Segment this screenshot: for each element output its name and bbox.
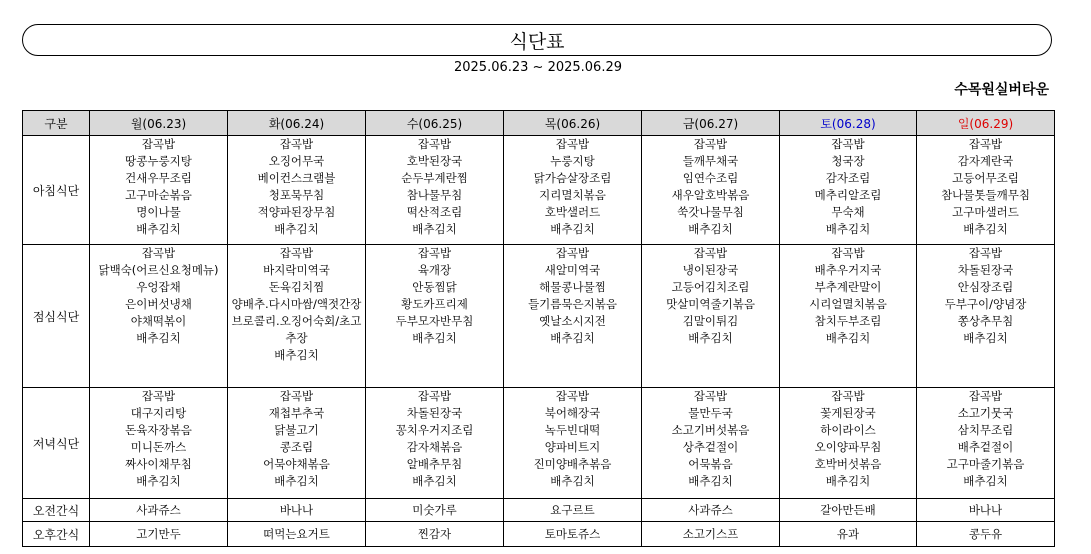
breakfast-row bbox=[23, 136, 1055, 245]
menu-item: 배추김치 bbox=[688, 474, 733, 488]
menu-item: 안동찜닭 bbox=[412, 280, 457, 294]
menu-item: 어묵야채볶음 bbox=[263, 457, 330, 471]
menu-cell bbox=[780, 388, 917, 499]
menu-item: 배추김치 bbox=[136, 222, 181, 236]
menu-item: 잡곡밥 bbox=[968, 389, 1003, 403]
menu-item: 꽁치우거지조림 bbox=[395, 423, 474, 437]
menu-item: 임연수조림 bbox=[682, 171, 739, 185]
menu-item: 배추김치 bbox=[136, 331, 181, 345]
corner-header: 구분 bbox=[23, 111, 90, 136]
menu-item: 소고기스프 bbox=[682, 526, 739, 541]
menu-item: 바지락미역국 bbox=[263, 263, 330, 277]
menu-cell bbox=[917, 245, 1055, 388]
menu-item: 물만두국 bbox=[688, 406, 733, 420]
menu-item: 배추김치 bbox=[412, 331, 457, 345]
menu-item: 재첩부추국 bbox=[268, 406, 325, 420]
menu-item: 배추김치 bbox=[825, 474, 871, 488]
menu-item: 사과쥬스 bbox=[136, 502, 181, 517]
menu-item: 짜사이채무침 bbox=[125, 457, 192, 471]
organization-name: 수목원실버타운 bbox=[954, 82, 1049, 98]
menu-item: 콩두유 bbox=[968, 526, 1003, 541]
menu-item: 배추김치 bbox=[274, 474, 319, 488]
menu-item: 배추김치 bbox=[550, 222, 595, 236]
menu-item: 꽃게된장국 bbox=[820, 406, 876, 420]
menu-item: 김말이튀김 bbox=[682, 314, 739, 328]
menu-item: 대구지리탕 bbox=[130, 406, 187, 420]
menu-item: 잡곡밥 bbox=[831, 389, 865, 403]
menu-item: 감자채볶음 bbox=[406, 440, 463, 454]
menu-cell bbox=[780, 522, 917, 547]
menu-item: 잡곡밥 bbox=[417, 246, 452, 260]
menu-item: 배추김치 bbox=[825, 331, 871, 345]
menu-cell bbox=[366, 136, 504, 245]
menu-item: 배추김치 bbox=[688, 331, 733, 345]
menu-cell bbox=[917, 499, 1055, 522]
menu-cell bbox=[917, 522, 1055, 547]
menu-cell bbox=[90, 499, 228, 522]
menu-item: 양배추.다시마쌈/액젓간장 bbox=[231, 297, 362, 311]
menu-cell bbox=[366, 522, 504, 547]
menu-item: 새알미역국 bbox=[544, 263, 601, 277]
date-range: 2025.06.23 ~ 2025.06.29 bbox=[453, 60, 623, 75]
menu-cell bbox=[228, 522, 366, 547]
menu-item: 바나나 bbox=[968, 502, 1003, 517]
menu-cell bbox=[642, 136, 780, 245]
menu-item: 냉이된장국 bbox=[682, 263, 739, 277]
menu-item: 상추겉절이 bbox=[682, 440, 739, 454]
menu-item: 배추김치 bbox=[550, 331, 595, 345]
menu-item: 잡곡밥 bbox=[279, 389, 314, 403]
menu-item: 새우알호박볶음 bbox=[671, 188, 750, 202]
menu-cell bbox=[642, 245, 780, 388]
menu-item: 잡곡밥 bbox=[831, 137, 865, 151]
menu-item: 쫑상추무침 bbox=[957, 314, 1014, 328]
menu-cell bbox=[504, 136, 642, 245]
menu-item: 고구마줄기볶음 bbox=[946, 457, 1025, 471]
menu-item: 청포묵무침 bbox=[268, 188, 325, 202]
menu-item: 호박된장국 bbox=[406, 154, 463, 168]
menu-item: 배추김치 bbox=[136, 474, 181, 488]
menu-item: 배추김치 bbox=[688, 222, 733, 236]
menu-item: 돈육자장볶음 bbox=[125, 423, 192, 437]
menu-item: 잡곡밥 bbox=[555, 137, 590, 151]
menu-item: 양파비트지 bbox=[544, 440, 601, 454]
menu-item: 콩조림 bbox=[279, 440, 314, 454]
menu-cell bbox=[780, 499, 917, 522]
menu-item: 배추김치 bbox=[274, 348, 319, 362]
menu-cell bbox=[504, 388, 642, 499]
menu-cell bbox=[228, 388, 366, 499]
menu-item: 잡곡밥 bbox=[968, 246, 1003, 260]
menu-item: 토마토쥬스 bbox=[544, 526, 601, 541]
menu-cell bbox=[366, 245, 504, 388]
menu-item: 잡곡밥 bbox=[417, 137, 452, 151]
menu-item: 진미양배추볶음 bbox=[533, 457, 612, 471]
menu-item: 배추김치 bbox=[963, 474, 1008, 488]
menu-item: 북어해장국 bbox=[544, 406, 601, 420]
menu-item: 배추김치 bbox=[825, 222, 871, 236]
menu-cell bbox=[504, 245, 642, 388]
menu-item: 돈육김치찜 bbox=[268, 280, 325, 294]
menu-cell bbox=[504, 522, 642, 547]
menu-item: 무숙채 bbox=[831, 205, 865, 219]
menu-item: 브로콜리.오징어숙회/초고추장 bbox=[231, 314, 362, 345]
menu-item: 배추김치 bbox=[412, 474, 457, 488]
menu-item: 옛날소시지전 bbox=[539, 314, 606, 328]
menu-item: 베이컨스크램블 bbox=[257, 171, 336, 185]
menu-item: 잡곡밥 bbox=[693, 246, 728, 260]
menu-item: 두부모자반무침 bbox=[395, 314, 474, 328]
menu-item: 잡곡밥 bbox=[141, 137, 176, 151]
menu-cell bbox=[366, 499, 504, 522]
menu-cell bbox=[228, 136, 366, 245]
menu-cell bbox=[228, 499, 366, 522]
menu-item: 고등어김치조림 bbox=[671, 280, 750, 294]
menu-item: 시리얼멸치볶음 bbox=[809, 297, 887, 311]
menu-table bbox=[22, 110, 1055, 547]
menu-item: 쑥갓나물무침 bbox=[677, 205, 744, 219]
menu-item: 요구르트 bbox=[550, 502, 595, 517]
menu-item: 배추김치 bbox=[963, 331, 1008, 345]
day-header-wed: 수(06.25) bbox=[366, 111, 504, 136]
day-header-mon: 월(06.23) bbox=[90, 111, 228, 136]
menu-cell bbox=[917, 388, 1055, 499]
morning-snack-row bbox=[23, 499, 1055, 522]
meal-label: 점심식단 bbox=[23, 245, 90, 388]
meal-label: 저녁식단 bbox=[23, 388, 90, 499]
menu-item: 닭백숙(어르신요청메뉴) bbox=[98, 263, 219, 277]
menu-item: 고구마순볶음 bbox=[125, 188, 192, 202]
menu-cell bbox=[917, 136, 1055, 245]
menu-item: 어묵볶음 bbox=[688, 457, 733, 471]
menu-cell bbox=[90, 245, 228, 388]
menu-item: 지리멸치볶음 bbox=[539, 188, 606, 202]
menu-cell bbox=[642, 388, 780, 499]
page-title: 식단표 bbox=[509, 30, 565, 53]
menu-item: 배추김치 bbox=[963, 222, 1008, 236]
page-title-box bbox=[22, 24, 1052, 56]
menu-item: 오이양파무침 bbox=[814, 440, 882, 454]
lunch-row bbox=[23, 245, 1055, 388]
menu-item: 소고기버섯볶음 bbox=[671, 423, 750, 437]
menu-item: 잡곡밥 bbox=[555, 389, 590, 403]
menu-item: 두부구이/양념장 bbox=[944, 297, 1027, 311]
menu-item: 차돌된장국 bbox=[406, 406, 463, 420]
meal-label: 아침식단 bbox=[23, 136, 90, 245]
day-header-thu: 목(06.26) bbox=[504, 111, 642, 136]
menu-item: 삼치무조림 bbox=[957, 423, 1014, 437]
meal-label: 오전간식 bbox=[23, 499, 90, 522]
menu-item: 땅콩누룽지탕 bbox=[125, 154, 192, 168]
menu-item: 배추김치 bbox=[412, 222, 457, 236]
menu-item: 오징어무국 bbox=[268, 154, 325, 168]
menu-item: 호박버섯볶음 bbox=[814, 457, 882, 471]
menu-item: 배추우거지국 bbox=[814, 263, 882, 277]
day-header-fri: 금(06.27) bbox=[642, 111, 780, 136]
menu-item: 잡곡밥 bbox=[968, 137, 1003, 151]
menu-cell bbox=[90, 388, 228, 499]
menu-cell bbox=[504, 499, 642, 522]
menu-item: 미니돈까스 bbox=[130, 440, 187, 454]
menu-item: 부추계란말이 bbox=[814, 280, 882, 294]
menu-body bbox=[23, 136, 1055, 547]
menu-cell bbox=[90, 136, 228, 245]
menu-cell bbox=[90, 522, 228, 547]
header-row bbox=[23, 111, 1055, 136]
menu-item: 잡곡밥 bbox=[831, 246, 865, 260]
menu-item: 감자조림 bbox=[825, 171, 871, 185]
day-header-tue: 화(06.24) bbox=[228, 111, 366, 136]
menu-item: 배추김치 bbox=[550, 474, 595, 488]
menu-item: 감자계란국 bbox=[957, 154, 1014, 168]
menu-item: 우엉잡채 bbox=[136, 280, 181, 294]
menu-item: 떡산적조림 bbox=[406, 205, 463, 219]
menu-cell bbox=[228, 245, 366, 388]
afternoon-snack-row bbox=[23, 522, 1055, 547]
menu-item: 고구마샐러드 bbox=[952, 205, 1019, 219]
menu-item: 들깨무채국 bbox=[682, 154, 739, 168]
menu-item: 메추리알조림 bbox=[814, 188, 882, 202]
day-header-sun: 일(06.29) bbox=[917, 111, 1055, 136]
menu-item: 고기만두 bbox=[136, 526, 181, 541]
menu-item: 미숫가루 bbox=[412, 502, 457, 517]
menu-item: 청국장 bbox=[831, 154, 865, 168]
menu-item: 잡곡밥 bbox=[555, 246, 590, 260]
menu-item: 알배추무침 bbox=[406, 457, 463, 471]
menu-item: 은이버섯냉채 bbox=[125, 297, 192, 311]
menu-item: 명이나물 bbox=[136, 205, 181, 219]
menu-item: 건새우무조림 bbox=[125, 171, 192, 185]
menu-item: 잡곡밥 bbox=[279, 246, 314, 260]
menu-item: 하이라이스 bbox=[820, 423, 876, 437]
menu-cell bbox=[366, 388, 504, 499]
day-header-sat: 토(06.28) bbox=[780, 111, 917, 136]
menu-item: 배추김치 bbox=[274, 222, 319, 236]
menu-item: 누룽지탕 bbox=[550, 154, 595, 168]
menu-item: 고등어무조림 bbox=[952, 171, 1019, 185]
menu-item: 소고기뭇국 bbox=[957, 406, 1014, 420]
menu-item: 찐감자 bbox=[417, 526, 452, 541]
menu-item: 잡곡밥 bbox=[417, 389, 452, 403]
menu-item: 참나물무침 bbox=[406, 188, 463, 202]
menu-item: 잡곡밥 bbox=[279, 137, 314, 151]
menu-item: 순두부계란찜 bbox=[401, 171, 468, 185]
menu-item: 갈아만든배 bbox=[820, 502, 876, 517]
menu-item: 잡곡밥 bbox=[693, 389, 728, 403]
menu-item: 차돌된장국 bbox=[957, 263, 1014, 277]
menu-item: 맛살미역줄기볶음 bbox=[666, 297, 755, 311]
menu-item: 유과 bbox=[836, 526, 860, 541]
menu-item: 적양파된장무침 bbox=[257, 205, 336, 219]
menu-item: 닭가슴살장조림 bbox=[533, 171, 612, 185]
menu-item: 닭불고기 bbox=[274, 423, 319, 437]
menu-item: 해물콩나물찜 bbox=[539, 280, 606, 294]
menu-item: 황도카프리제 bbox=[401, 297, 468, 311]
menu-cell bbox=[642, 522, 780, 547]
menu-item: 사과쥬스 bbox=[688, 502, 733, 517]
menu-item: 배추겉절이 bbox=[957, 440, 1014, 454]
menu-item: 잡곡밥 bbox=[141, 389, 176, 403]
menu-item: 들기름묵은지볶음 bbox=[528, 297, 617, 311]
menu-item: 참나물톳들깨무침 bbox=[941, 188, 1030, 202]
menu-item: 녹두빈대떡 bbox=[544, 423, 601, 437]
menu-cell bbox=[642, 499, 780, 522]
dinner-row bbox=[23, 388, 1055, 499]
menu-cell bbox=[780, 245, 917, 388]
menu-item: 육개장 bbox=[417, 263, 452, 277]
menu-item: 안심장조림 bbox=[957, 280, 1014, 294]
menu-item: 잡곡밥 bbox=[693, 137, 728, 151]
menu-item: 바나나 bbox=[279, 502, 314, 517]
menu-item: 야채떡볶이 bbox=[130, 314, 187, 328]
meal-label: 오후간식 bbox=[23, 522, 90, 547]
menu-item: 떠먹는요거트 bbox=[263, 526, 330, 541]
menu-cell bbox=[780, 136, 917, 245]
menu-item: 호박샐러드 bbox=[544, 205, 601, 219]
menu-item: 참치두부조림 bbox=[814, 314, 882, 328]
menu-item: 잡곡밥 bbox=[141, 246, 176, 260]
